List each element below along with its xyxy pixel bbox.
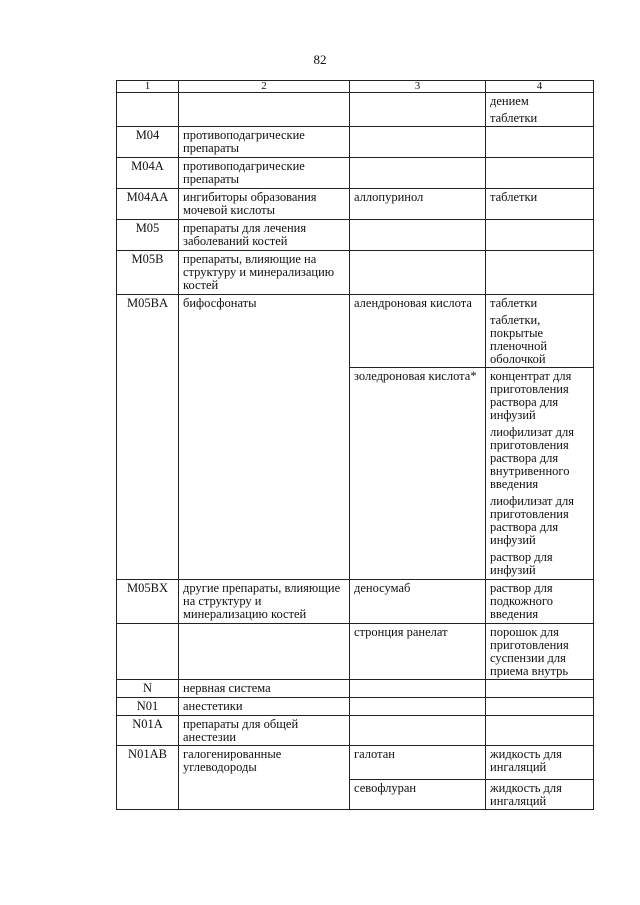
atc-code: M05BA bbox=[117, 295, 179, 580]
dosage-forms bbox=[486, 680, 594, 698]
header-col-3: 3 bbox=[350, 81, 486, 93]
table-row bbox=[117, 746, 594, 780]
dosage-forms bbox=[486, 189, 594, 220]
atc-code: M04AA bbox=[117, 189, 179, 220]
medication-table bbox=[116, 80, 594, 810]
drug-name: алендроновая кислота bbox=[350, 295, 486, 368]
atc-code: N01A bbox=[117, 716, 179, 746]
dosage-forms bbox=[486, 580, 594, 624]
dosage-form: таблетки bbox=[490, 111, 538, 125]
header-col-4: 4 bbox=[486, 81, 594, 93]
dosage-form: концентрат для приготовления раствора для инфузий bbox=[490, 369, 572, 422]
header-col-1: 1 bbox=[117, 81, 179, 93]
table-row bbox=[117, 189, 594, 220]
drug-name bbox=[350, 251, 486, 295]
drug-name: стронция ранелат bbox=[350, 624, 486, 680]
group-name: противоподагрические препараты bbox=[179, 127, 350, 158]
dosage-forms bbox=[486, 368, 594, 580]
dosage-form: дением bbox=[490, 94, 529, 108]
group-name bbox=[179, 93, 350, 127]
table-row bbox=[117, 93, 594, 127]
page-number: 82 bbox=[313, 52, 327, 67]
atc-code bbox=[117, 624, 179, 680]
dosage-form: раствор для инфузий bbox=[490, 550, 553, 577]
group-name bbox=[179, 624, 350, 680]
table-row bbox=[117, 698, 594, 716]
drug-name bbox=[350, 93, 486, 127]
dosage-forms bbox=[486, 698, 594, 716]
drug-name bbox=[350, 220, 486, 251]
dosage-form: жидкость для ингаляций bbox=[490, 747, 562, 774]
table-row bbox=[117, 580, 594, 624]
dosage-form: таблетки bbox=[490, 190, 538, 204]
table-row bbox=[117, 624, 594, 680]
group-name: галогенированные углеводороды bbox=[179, 746, 350, 810]
group-name: препараты для общей анестезии bbox=[179, 716, 350, 746]
table-row bbox=[117, 158, 594, 189]
dosage-forms bbox=[486, 295, 594, 368]
dosage-forms bbox=[486, 158, 594, 189]
atc-code: N01AB bbox=[117, 746, 179, 810]
table-row bbox=[117, 680, 594, 698]
drug-name bbox=[350, 716, 486, 746]
group-name: другие препараты, влияющие на структуру и минерализацию костей bbox=[179, 580, 350, 624]
dosage-forms bbox=[486, 251, 594, 295]
drug-name: золедроновая кислота* bbox=[350, 368, 486, 580]
table-row bbox=[117, 220, 594, 251]
table-row bbox=[117, 716, 594, 746]
dosage-forms bbox=[486, 716, 594, 746]
drug-name: аллопуринол bbox=[350, 189, 486, 220]
table-row bbox=[117, 295, 594, 368]
group-name: ингибиторы образования мочевой кислоты bbox=[179, 189, 350, 220]
atc-code: M04A bbox=[117, 158, 179, 189]
group-name: препараты для лечения заболеваний костей bbox=[179, 220, 350, 251]
table-row bbox=[117, 251, 594, 295]
dosage-form: жидкость для ингаляций bbox=[490, 781, 562, 808]
group-name: нервная система bbox=[179, 680, 350, 698]
atc-code: M05 bbox=[117, 220, 179, 251]
dosage-forms bbox=[486, 746, 594, 780]
drug-name: деносумаб bbox=[350, 580, 486, 624]
atc-code: N01 bbox=[117, 698, 179, 716]
atc-code: M04 bbox=[117, 127, 179, 158]
drug-name bbox=[350, 127, 486, 158]
group-name: препараты, влияющие на структуру и минерализацию костей bbox=[179, 251, 350, 295]
dosage-form: таблетки bbox=[490, 296, 538, 310]
dosage-form: лиофилизат для приготовления раствора для внутривенного введения bbox=[490, 425, 574, 491]
table-header-row bbox=[117, 81, 594, 93]
dosage-forms bbox=[486, 220, 594, 251]
dosage-forms bbox=[486, 780, 594, 810]
atc-code: M05BX bbox=[117, 580, 179, 624]
dosage-forms bbox=[486, 127, 594, 158]
dosage-form: раствор для подкожного введения bbox=[490, 581, 553, 621]
group-name: бифосфонаты bbox=[179, 295, 350, 580]
dosage-form: таблетки, покрытые пленочной оболочкой bbox=[490, 313, 548, 366]
dosage-forms bbox=[486, 624, 594, 680]
group-name: анестетики bbox=[179, 698, 350, 716]
dosage-form: лиофилизат для приготовления раствора для инфузий bbox=[490, 494, 574, 547]
drug-name bbox=[350, 680, 486, 698]
atc-code: N bbox=[117, 680, 179, 698]
drug-name bbox=[350, 698, 486, 716]
drug-name: галотан bbox=[350, 746, 486, 780]
atc-code: M05B bbox=[117, 251, 179, 295]
dosage-forms bbox=[486, 93, 594, 127]
header-col-2: 2 bbox=[179, 81, 350, 93]
group-name: противоподагрические препараты bbox=[179, 158, 350, 189]
drug-name bbox=[350, 158, 486, 189]
drug-name: севофлуран bbox=[350, 780, 486, 810]
dosage-form: порошок для приготовления суспензии для приема внутрь bbox=[490, 625, 569, 678]
atc-code bbox=[117, 93, 179, 127]
table-row bbox=[117, 127, 594, 158]
